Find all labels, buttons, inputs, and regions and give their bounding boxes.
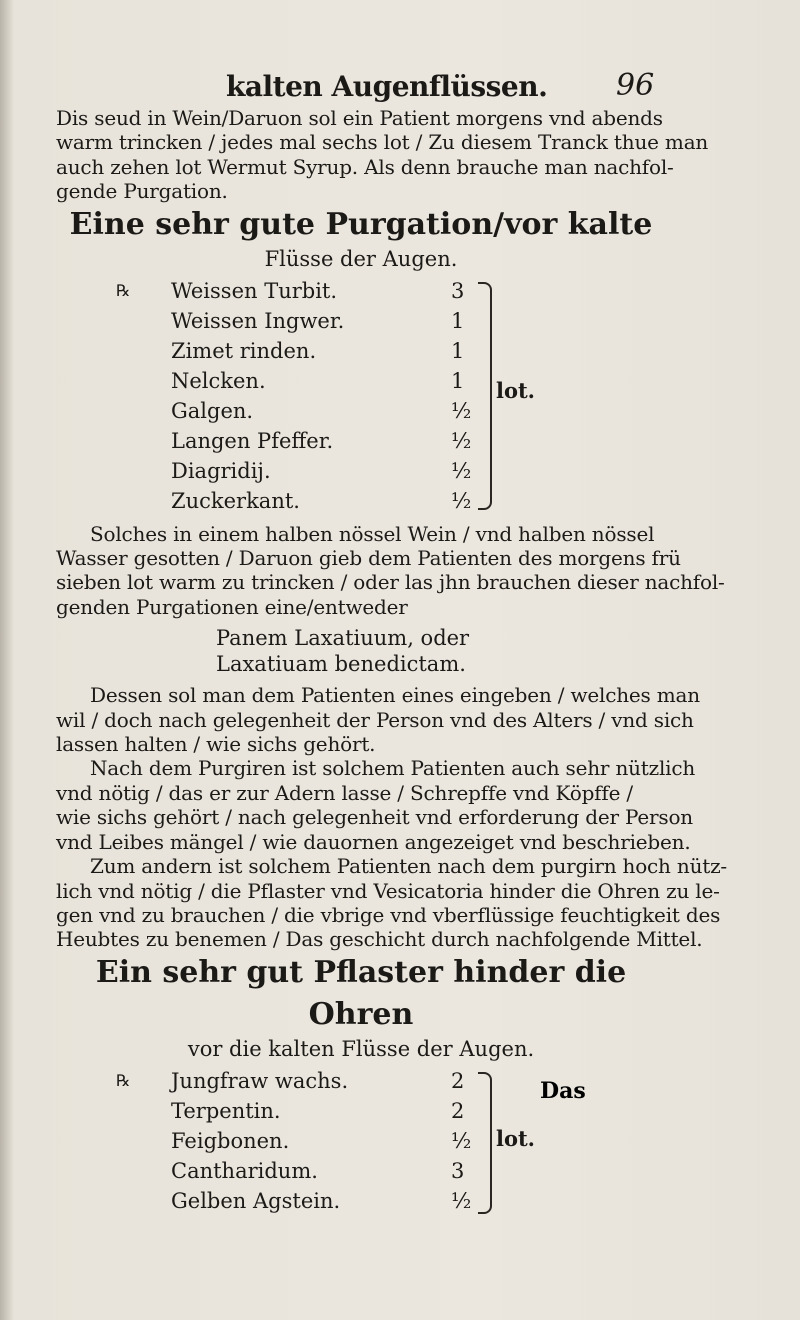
text-line: Heubtes zu benemen / Das geschicht durch nachfolgende Mittel. <box>56 927 703 952</box>
ingredient-name: Feigbonen. <box>171 1128 290 1153</box>
recipe-symbol: ℞ <box>116 1070 131 1090</box>
recipe-1 <box>56 276 666 516</box>
ingredient-name: Galgen. <box>171 398 254 423</box>
paragraph-3 <box>56 683 700 757</box>
text-line: Dessen sol man dem Patienten eines eingeben / welches man <box>90 683 700 708</box>
bracket-brace <box>478 1072 492 1214</box>
section-heading-2: Ein sehr gut Pflaster hinder die Ohren <box>95 954 627 1032</box>
text-line: gende Purgation. <box>56 179 228 204</box>
ingredient-name: Weissen Ingwer. <box>171 308 345 333</box>
section-subheading-1: Flüsse der Augen. <box>264 246 458 271</box>
recipe-item <box>56 486 666 516</box>
bracket-brace <box>478 282 492 510</box>
running-title: kalten Augenflüssen. <box>226 70 548 103</box>
ingredient-name: Jungfraw wachs. <box>171 1068 349 1093</box>
text-line: genden Purgationen eine/entweder <box>56 594 408 619</box>
recipe-item <box>56 306 666 336</box>
ingredient-qty: ½ <box>451 398 472 423</box>
ingredient-name: Diagridij. <box>171 458 271 483</box>
catchword: Das <box>540 1078 586 1104</box>
paragraph-4 <box>56 756 696 854</box>
text-line: wie sichs gehört / nach gelegenheit vnd erforderung der Person <box>56 805 693 830</box>
text-line: vnd Leibes mängel / wie dauornen angezeiget vnd beschrieben. <box>56 829 691 854</box>
running-header <box>56 70 666 106</box>
ingredient-qty: ½ <box>451 1128 472 1153</box>
text-line: sieben lot warm zu trincken / oder las jhn brauchen dieser nachfol- <box>56 570 725 595</box>
recipe-item <box>56 336 666 366</box>
text-line: warm trincken / jedes mal sechs lot / Zu diesem Tranck thue man <box>56 130 709 155</box>
section-heading-1: Eine sehr gute Purgation/vor kalte <box>69 206 653 242</box>
ingredient-name: Zuckerkant. <box>171 488 300 513</box>
ingredient-name: Cantharidum. <box>171 1158 318 1183</box>
ingredient-name: Zimet rinden. <box>171 338 317 363</box>
ingredient-qty: ½ <box>451 1188 472 1213</box>
text-line: wil / doch nach gelegenheit der Person vnd des Alters / vnd sich <box>56 707 694 732</box>
text-line: lassen halten / wie sichs gehört. <box>56 732 376 757</box>
paragraph-1 <box>56 106 709 204</box>
ingredient-name: Langen Pfeffer. <box>171 428 334 453</box>
ingredient-name: Weissen Turbit. <box>171 278 338 303</box>
text-line: Wasser gesotten / Daruon gieb dem Patienten des morgens frü <box>56 546 681 571</box>
ingredient-qty: ½ <box>451 428 472 453</box>
unit-label: lot. <box>496 1125 535 1151</box>
text-line: Zum andern ist solchem Patienten nach dem purgirn hoch nütz- <box>90 854 727 879</box>
latin-remedies <box>56 625 666 677</box>
ingredient-qty: 1 <box>451 368 465 393</box>
text-line: Nach dem Purgiren ist solchem Patienten auch sehr nützlich <box>90 756 696 781</box>
recipe-symbol: ℞ <box>116 280 131 300</box>
ingredient-name: Gelben Agstein. <box>171 1188 341 1213</box>
ingredient-name: Terpentin. <box>171 1098 281 1123</box>
latin-line: Panem Laxatiuum, oder <box>216 626 470 651</box>
ingredient-qty: 3 <box>451 278 465 303</box>
recipe-item <box>56 366 666 396</box>
text-line: Dis seud in Wein/Daruon sol ein Patient morgens vnd abends <box>56 106 663 130</box>
paragraph-2 <box>56 521 725 620</box>
paragraph-5 <box>56 854 727 952</box>
text-line: lich vnd nötig / die Pflaster vnd Vesicatoria hinder die Ohren zu le- <box>56 878 720 903</box>
section-subheading-2: vor die kalten Flüsse der Augen. <box>187 1036 535 1061</box>
ingredient-qty: 3 <box>451 1158 465 1183</box>
ingredient-qty: 2 <box>451 1098 465 1123</box>
text-line: Solches in einem halben nössel Wein / vnd halben nössel <box>90 521 655 546</box>
ingredient-qty: 2 <box>451 1068 465 1093</box>
recipe-item <box>56 1186 666 1216</box>
ingredient-qty: 1 <box>451 338 465 363</box>
recipe-item <box>56 456 666 486</box>
ingredient-qty: ½ <box>451 488 472 513</box>
recipe-item <box>56 426 666 456</box>
text-line: vnd nötig / das er zur Adern lasse / Schrepffe vnd Köpffe / <box>56 780 633 805</box>
text-block <box>56 68 727 1222</box>
recipe-item <box>56 1156 666 1186</box>
page-number: 96 <box>616 68 655 103</box>
latin-line: Laxatiuam benedictam. <box>216 652 466 677</box>
recipe-item <box>56 276 666 306</box>
text-line: gen vnd zu brauchen / die vbrige vnd vberflüssige feuchtigkeit des <box>56 902 721 927</box>
ingredient-qty: 1 <box>451 308 465 333</box>
text-line: auch zehen lot Wermut Syrup. Als denn brauche man nachfol- <box>56 154 674 179</box>
recipe-item <box>56 1126 666 1156</box>
ingredient-qty: ½ <box>451 458 472 483</box>
unit-label: lot. <box>496 377 535 403</box>
ingredient-name: Nelcken. <box>171 368 266 393</box>
recipe-item <box>56 396 666 426</box>
